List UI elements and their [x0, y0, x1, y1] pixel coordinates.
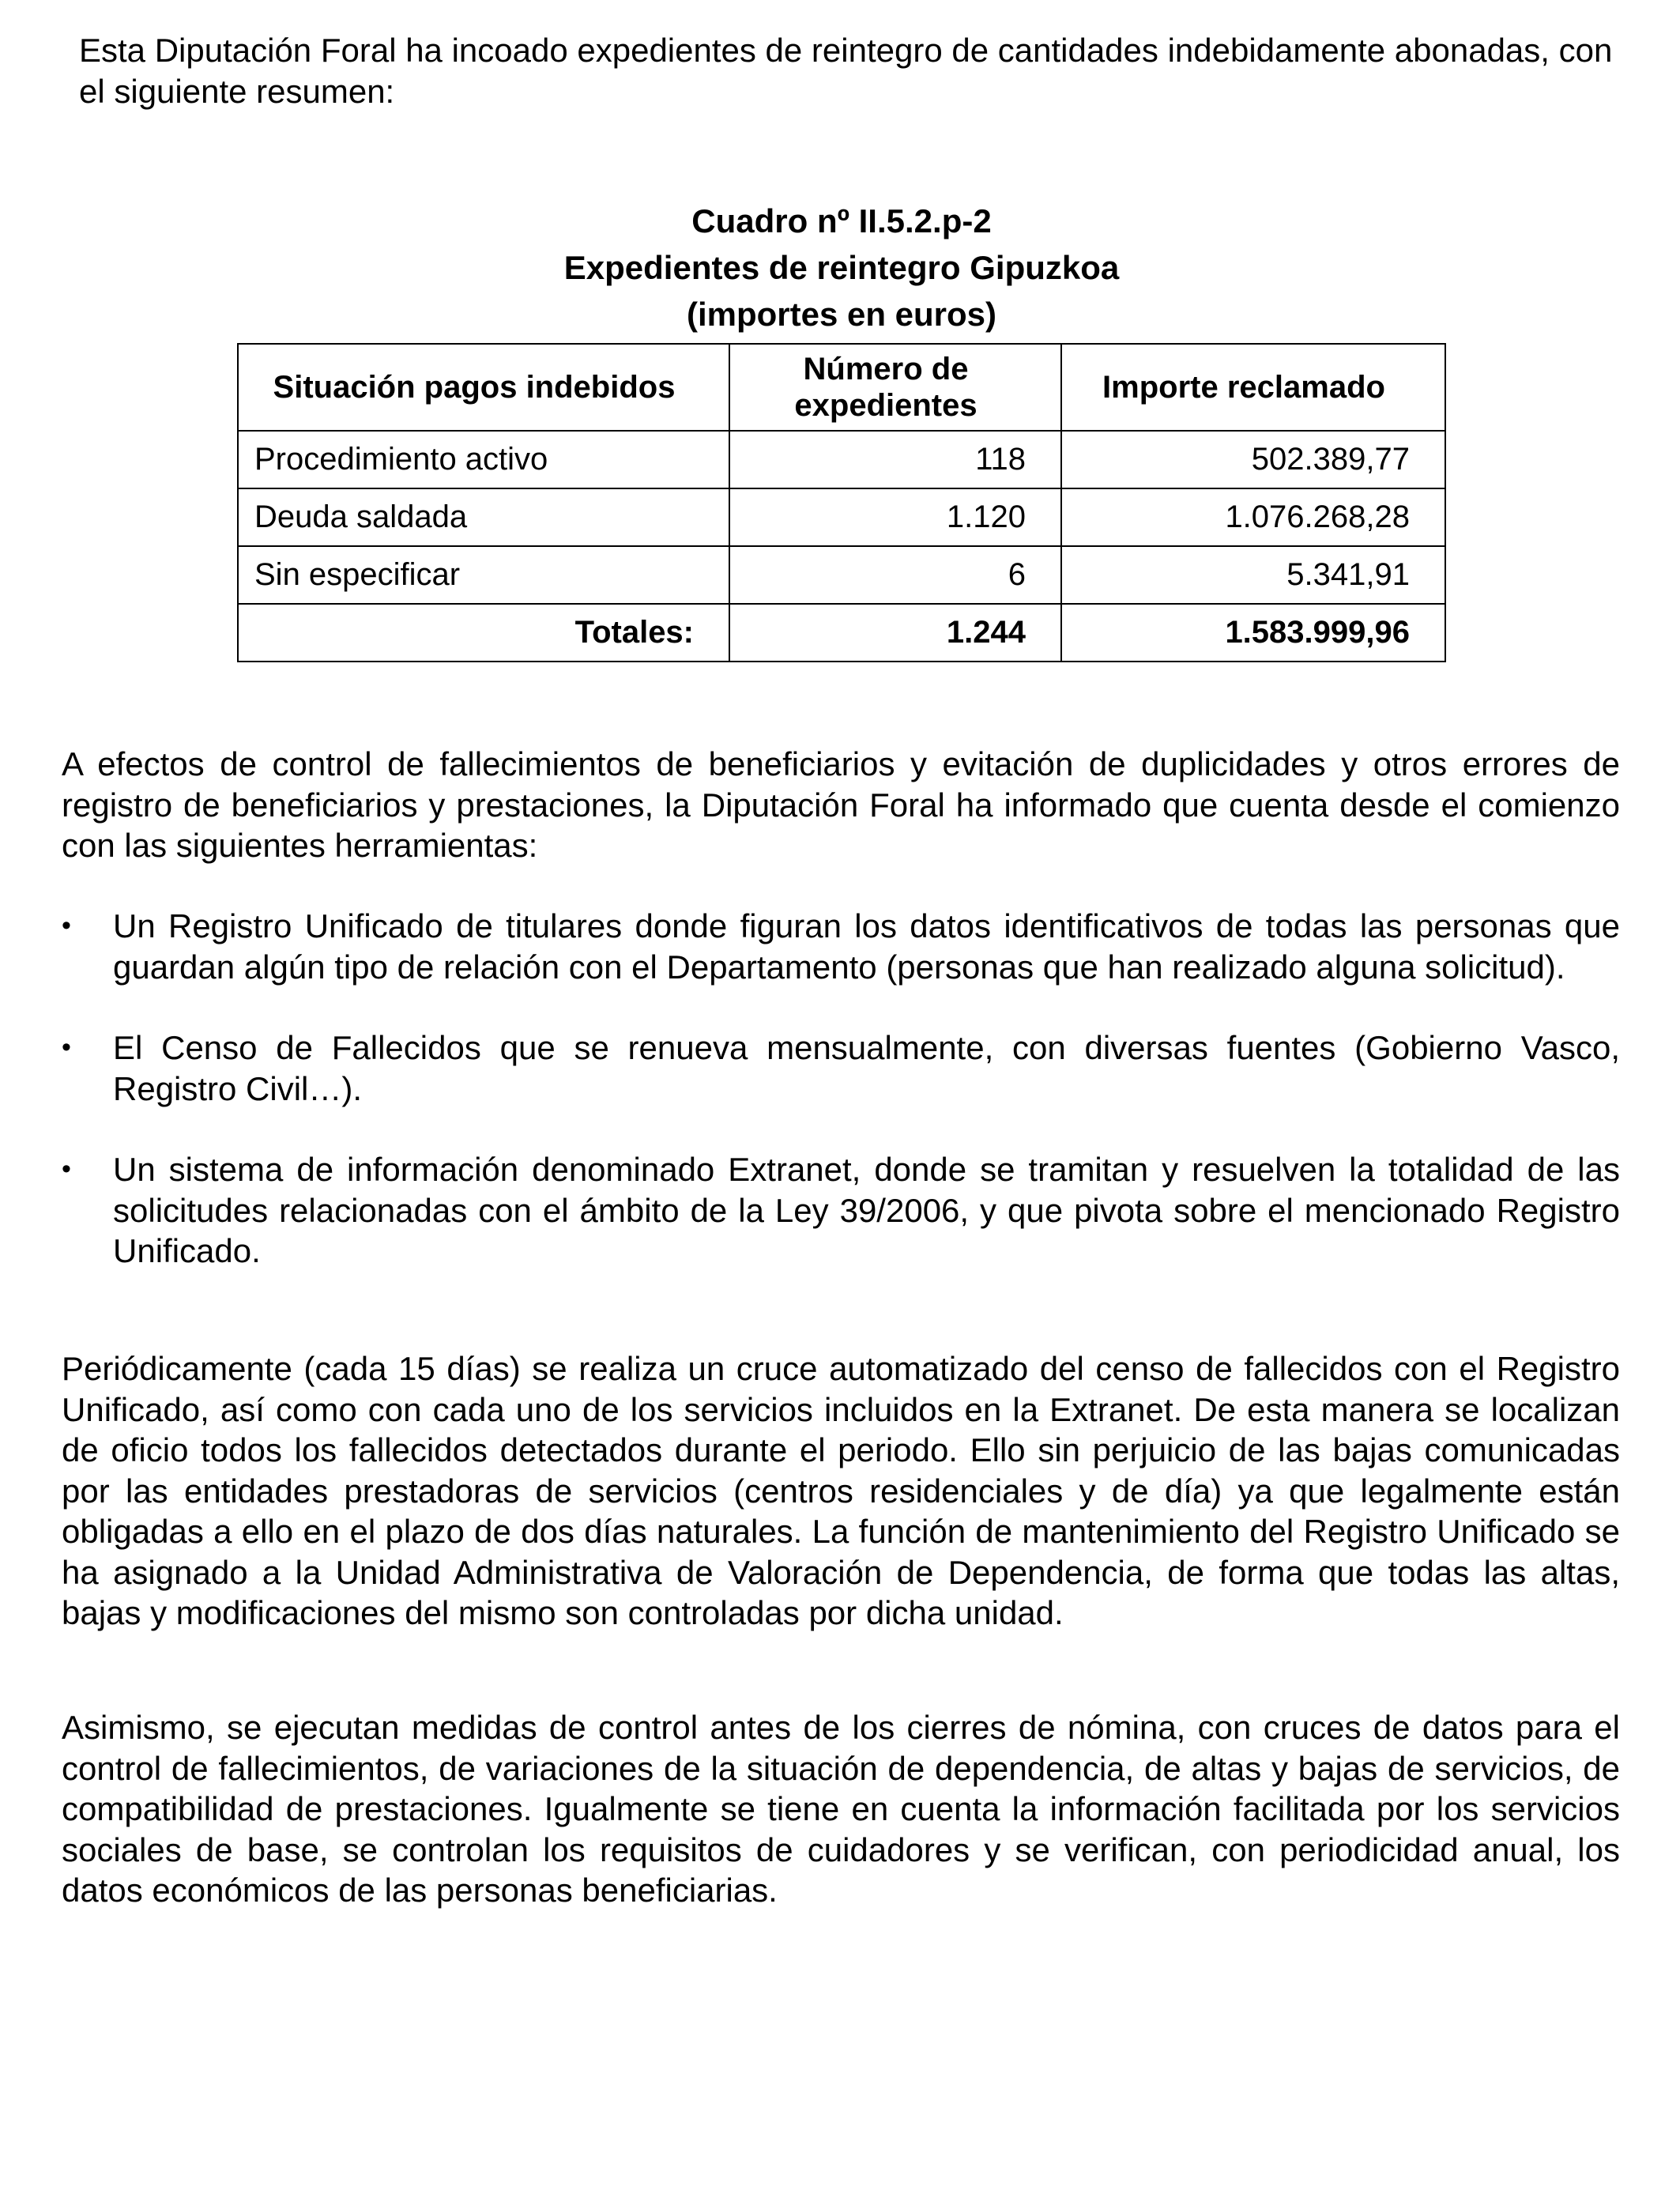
- cell-numero: 1.120: [729, 488, 1061, 546]
- list-item-text: El Censo de Fallecidos que se renueva mensualmente, con diversas fuentes (Gobierno Vasco, Registro Civil…).: [113, 1029, 1620, 1107]
- header-situacion: Situación pagos indebidos: [238, 344, 729, 431]
- table-caption: [237, 198, 1446, 337]
- list-item: [62, 906, 1620, 987]
- cell-situacion: Sin especificar: [238, 546, 729, 604]
- cell-numero: 118: [729, 431, 1061, 488]
- intro-paragraph: Esta Diputación Foral ha incoado expedientes de reintegro de cantidades indebidamente abonadas, con el siguiente resumen:: [79, 32, 1613, 110]
- cell-importe: 5.341,91: [1061, 546, 1445, 604]
- table-total-row: [238, 604, 1445, 662]
- list-item: [62, 1149, 1620, 1272]
- tools-list: [62, 906, 1620, 1312]
- header-numero: Número de expedientes: [729, 344, 1061, 431]
- cell-numero: 6: [729, 546, 1061, 604]
- bullet-icon: •: [62, 1154, 71, 1184]
- tools-intro-paragraph: A efectos de control de fallecimientos de beneficiarios y evitación de duplicidades y otros errores de registro de beneficiarios y prestaciones, la Diputación Foral ha informado que cuenta desde el comienzo con las siguientes herramientas:: [62, 745, 1620, 864]
- header-importe: Importe reclamado: [1061, 344, 1445, 431]
- table-header-row: [238, 344, 1445, 431]
- cell-situacion: Deuda saldada: [238, 488, 729, 546]
- reintegro-table: [237, 343, 1446, 662]
- cell-importe: 1.076.268,28: [1061, 488, 1445, 546]
- bullet-icon: •: [62, 910, 71, 941]
- total-numero: 1.244: [729, 604, 1061, 662]
- table-row: [238, 546, 1445, 604]
- caption-title: Expedientes de reintegro Gipuzkoa: [563, 249, 1120, 286]
- bullet-icon: •: [62, 1032, 71, 1062]
- control-nomina-paragraph: Asimismo, se ejecutan medidas de control antes de los cierres de nómina, con cruces de datos para el control de fallecimientos, de variaciones de la situación de dependencia, de altas y bajas de servicios, de compatibilidad de prestaciones. Igualmente se tiene en cuenta la información facilitada por los servicios sociales de base, se controlan los requisitos de cuidadores y se verifican, con periodicidad anual, los datos económicos de las personas beneficiarias.: [62, 1709, 1620, 1909]
- list-item: [62, 1027, 1620, 1109]
- cell-importe: 502.389,77: [1061, 431, 1445, 488]
- cruce-paragraph: Periódicamente (cada 15 días) se realiza un cruce automatizado del censo de fallecidos con el Registro Unificado, así como con cada uno de los servicios incluidos en la Extranet. De esta manera se localizan de oficio todos los fallecidos detectados durante el periodo. Ello sin perjuicio de las bajas comunicadas por las entidades prestadoras de servicios (centros residenciales y de día) ya que legalmente están obligadas a ello en el plazo de dos días naturales. La función de mantenimiento del Registro Unificado se ha asignado a la Unidad Administrativa de Valoración de Dependencia, de forma que todas las altas, bajas y modificaciones del mismo son controladas por dicha unidad.: [62, 1350, 1620, 1631]
- total-label: Totales:: [238, 604, 729, 662]
- cell-situacion: Procedimiento activo: [238, 431, 729, 488]
- table-row: [238, 431, 1445, 488]
- table-row: [238, 488, 1445, 546]
- list-item-text: Un Registro Unificado de titulares donde figuran los datos identificativos de todas las personas que guardan algún tipo de relación con el Departamento (personas que han realizado alguna solicitud).: [113, 907, 1620, 986]
- caption-units: (importes en euros): [686, 296, 997, 333]
- caption-number: Cuadro nº II.5.2.p-2: [691, 202, 992, 239]
- total-importe: 1.583.999,96: [1061, 604, 1445, 662]
- list-item-text: Un sistema de información denominado Extranet, donde se tramitan y resuelven la totalidad de las solicitudes relacionadas con el ámbito de la Ley 39/2006, y que pivota sobre el mencionado Registro Unificado.: [113, 1151, 1620, 1269]
